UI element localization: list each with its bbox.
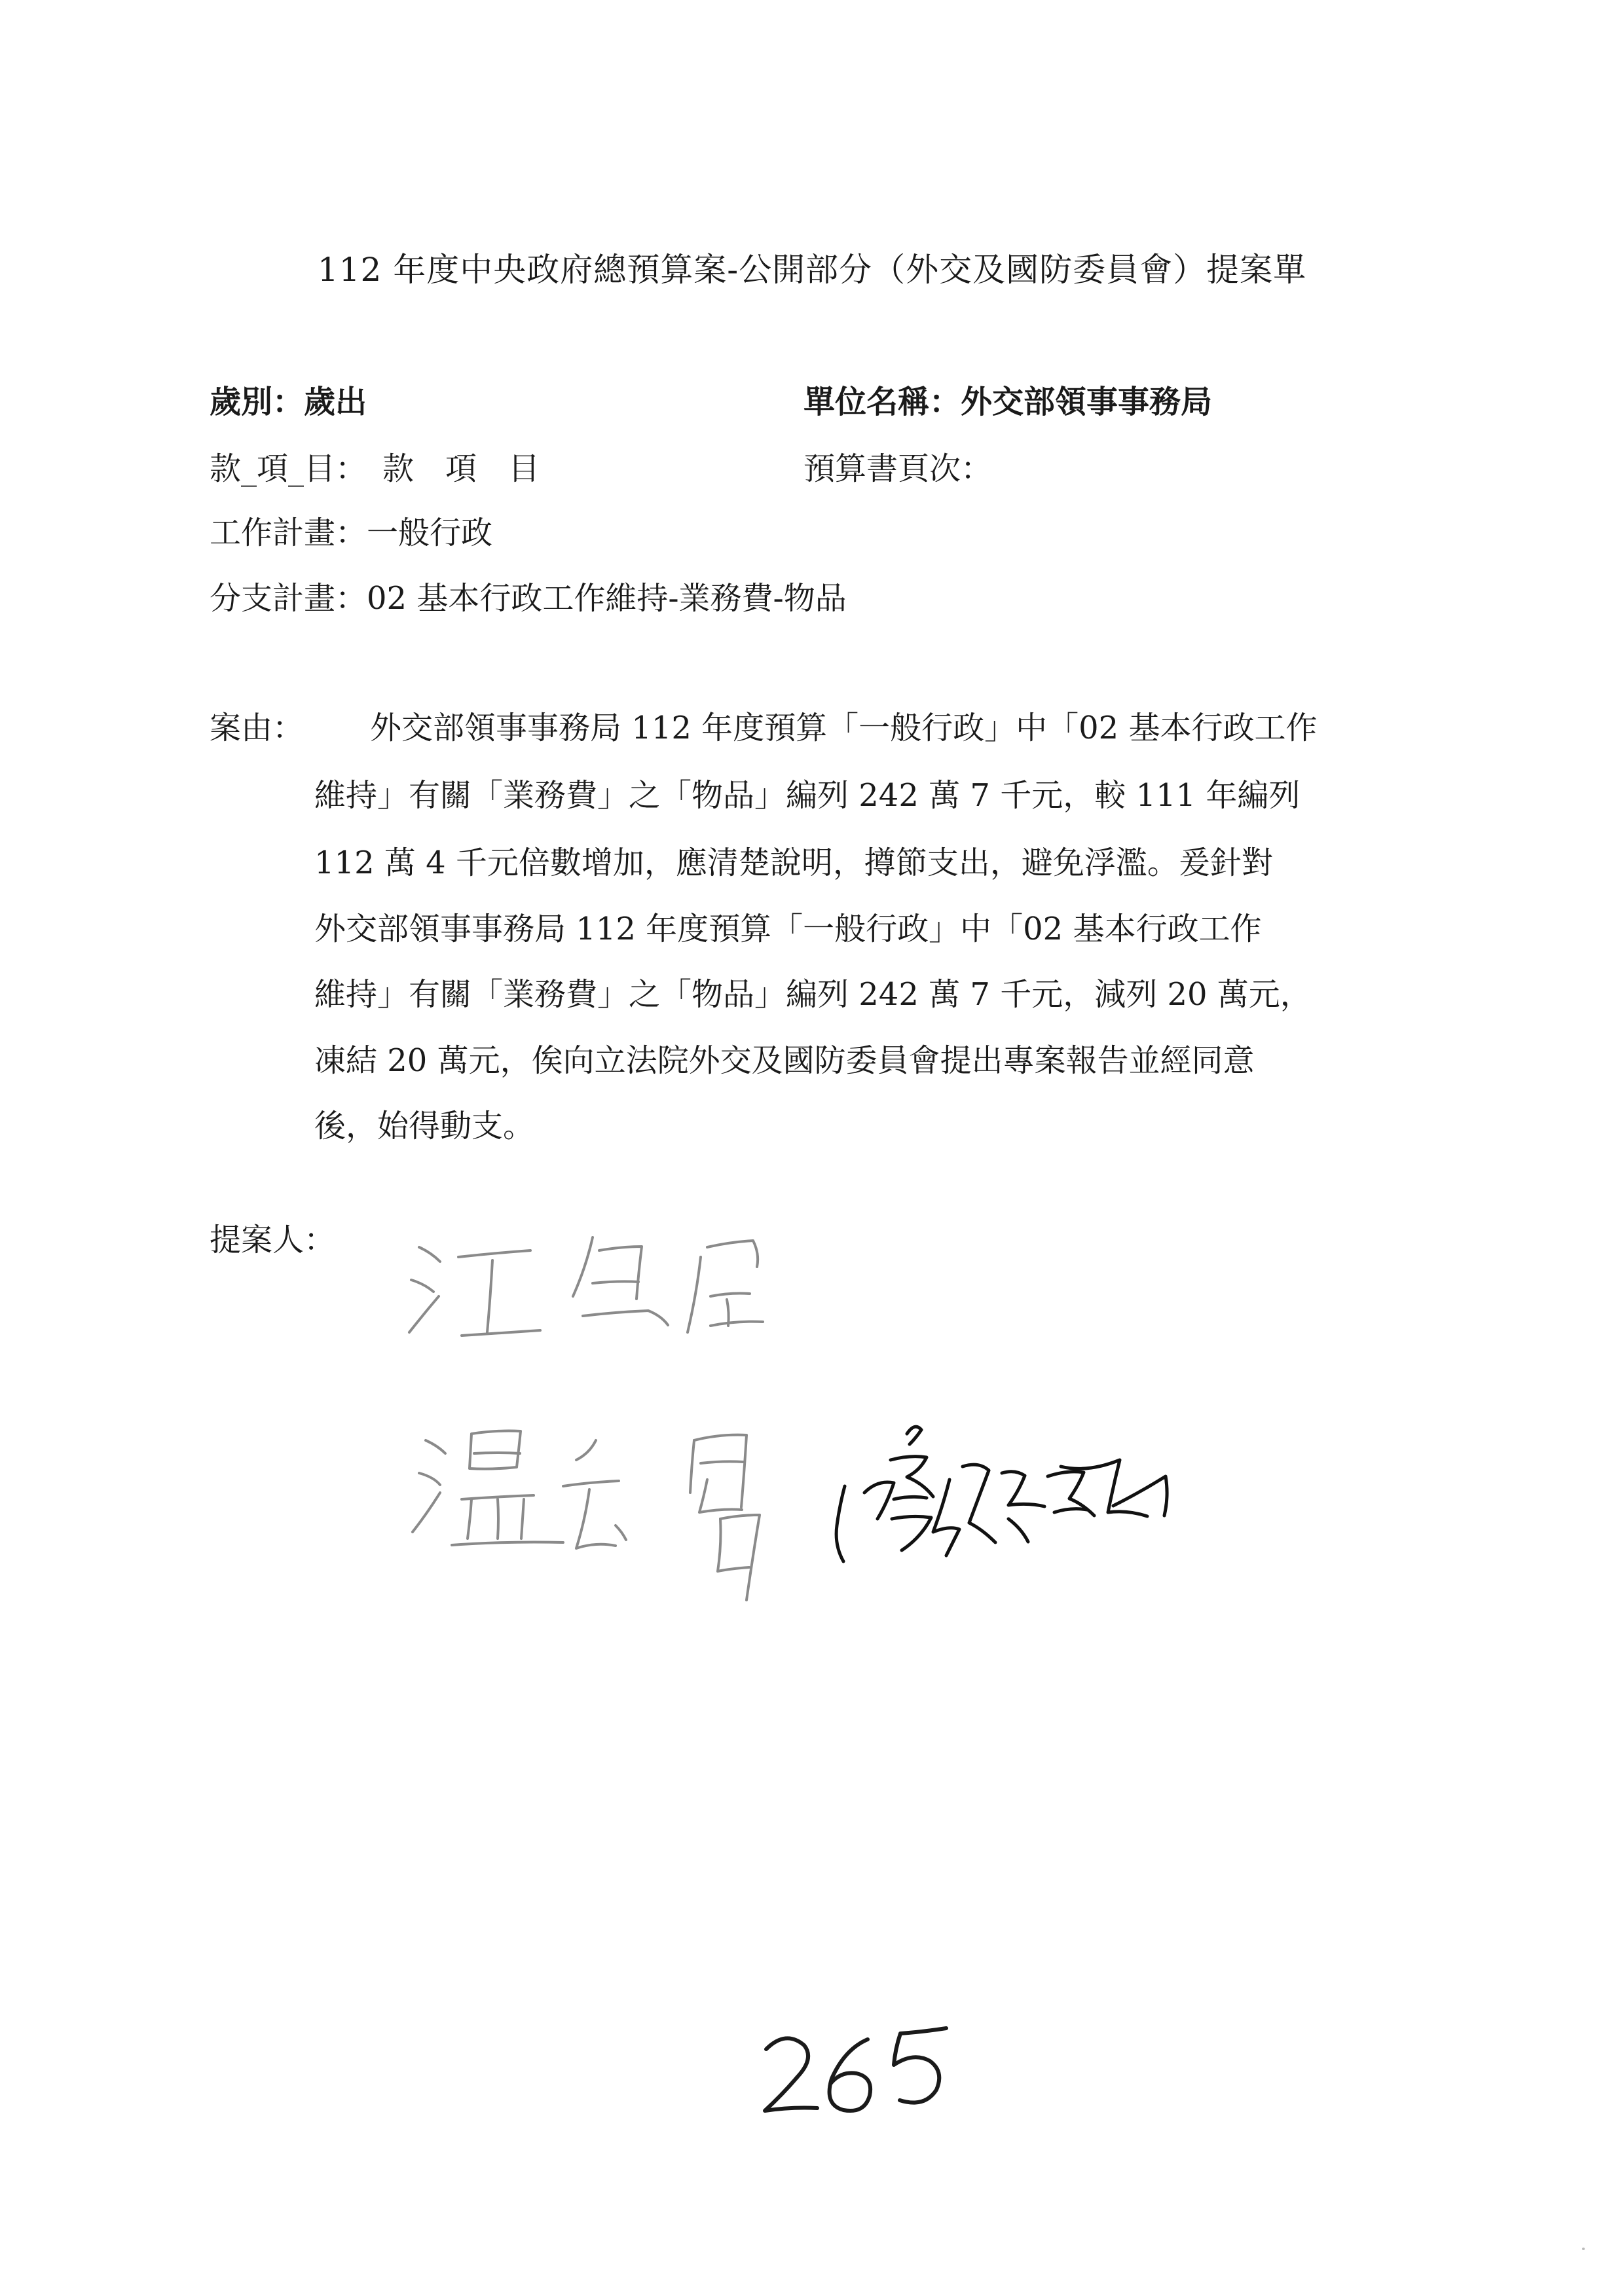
item-field: 款_項_目： 款 項 目 <box>210 450 540 487</box>
proposer-label: 提案人： <box>210 1222 336 1258</box>
budget-page-field: 預算書頁次： <box>803 450 993 487</box>
signature-2 <box>413 1431 760 1601</box>
signature-3 <box>836 1427 1167 1561</box>
reason-line: 凍結 20 萬元，俟向立法院外交及國防委員會提出專案報告並經同意 <box>314 1042 1255 1079</box>
reason-line: 外交部領事事務局 112 年度預算「一般行政」中「02 基本行政工作 <box>370 710 1318 746</box>
sub-plan-field: 分支計畫：02 基本行政工作維持-業務費-物品 <box>210 580 847 617</box>
page-number-text: 265 <box>851 2111 853 2112</box>
reason-line: 112 萬 4 千元倍數增加，應清楚說明，撙節支出，避免浮濫。爰針對 <box>314 845 1273 881</box>
reason-line: 外交部領事事務局 112 年度預算「一般行政」中「02 基本行政工作 <box>314 911 1262 947</box>
work-plan-field: 工作計畫：一般行政 <box>210 515 493 551</box>
page-number <box>747 2016 956 2115</box>
document-title: 112 年度中央政府總預算案-公開部分（外交及國防委員會）提案單 <box>317 251 1307 289</box>
reason-line: 維持」有關「業務費」之「物品」編列 242 萬 7 千元，減列 20 萬元， <box>314 976 1312 1013</box>
unit-name-field: 單位名稱：外交部領事事務局 <box>803 384 1213 420</box>
reason-line: 維持」有關「業務費」之「物品」編列 242 萬 7 千元，較 111 年編列 <box>314 777 1301 814</box>
reason-label: 案由： <box>210 710 304 746</box>
reason-line: 後，始得動支。 <box>314 1108 535 1144</box>
scan-artifact <box>1582 2248 1585 2250</box>
signature-1 <box>409 1237 763 1336</box>
category-field: 歲別：歲出 <box>210 384 367 420</box>
